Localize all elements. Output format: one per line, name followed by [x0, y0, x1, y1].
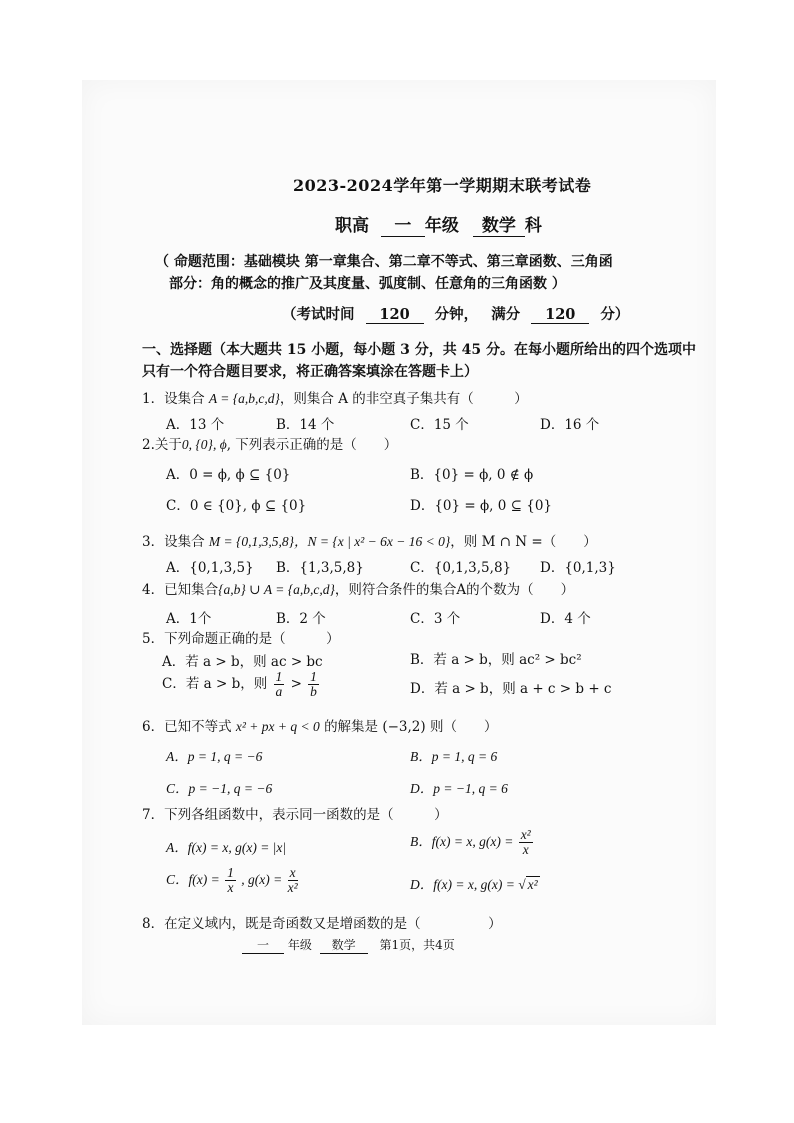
q6-option-d: D．p = −1, q = 6 [410, 781, 508, 796]
subject-blank: 数学 [473, 211, 525, 237]
question-5 [142, 627, 340, 647]
grade-suffix: 年级 [424, 216, 459, 236]
question-text: 设集合 [164, 534, 205, 550]
q1-option-a: A．13 个 [166, 417, 225, 433]
numerator: x² [520, 827, 531, 842]
fraction [288, 866, 298, 895]
question-number: 1． [142, 391, 165, 407]
exam-title: 2023-2024学年第一学期期末联考试卷 [293, 176, 592, 195]
fraction [308, 670, 319, 699]
question-number: 2. [142, 437, 155, 453]
option-text: C．若 a > b，则 [162, 676, 268, 693]
question-number: 3． [142, 534, 165, 550]
denominator: b [310, 684, 317, 700]
q1-option-c: C．15 个 [410, 417, 469, 433]
q2-option-b: B．{0} = ϕ, 0 ∉ ϕ [410, 467, 534, 483]
q7-option-c [166, 866, 300, 895]
exam-subtitle [335, 211, 542, 237]
score-prefix: 满分 [491, 306, 521, 323]
question-8 [142, 912, 502, 932]
numerator: 1 [275, 669, 283, 684]
footer-page: 第1页，共4页 [379, 938, 455, 952]
question-number: 4． [142, 582, 165, 598]
q4-option-d: D．4 个 [540, 611, 591, 627]
question-text: 的解集是 (−3,2) 则（ ） [324, 719, 498, 735]
grade-blank: 一 [381, 211, 425, 237]
q5-option-a: A．若 a > b，则 ac > bc [162, 654, 323, 670]
q7-option-a: A．f(x) = x, g(x) = |x| [166, 840, 287, 855]
question-2 [142, 433, 397, 453]
q6-option-c: C．p = −1, q = −6 [166, 781, 273, 796]
denominator: x [522, 842, 529, 858]
question-number: 6． [142, 719, 165, 735]
question-text: 下列各组函数中，表示同一函数的是（ ） [164, 807, 448, 823]
question-text: ，则 M ∩ N =（ ） [450, 534, 597, 550]
fraction [519, 828, 533, 857]
question-text: 设集合 [164, 391, 205, 407]
option-text: D．f(x) = x, g(x) = [410, 877, 515, 892]
option-text: B．f(x) = x, g(x) = [410, 833, 514, 849]
q2-option-a: A．0 = ϕ, ϕ ⊆ {0} [166, 467, 291, 483]
question-math: M = {0,1,3,5,8}，N = {x | x² − 6x − 16 < 0} [208, 534, 451, 549]
q3-option-a: A．{0,1,3,5} [166, 560, 254, 576]
question-text: ，则符合条件的集合A的个数为（ ） [334, 582, 575, 598]
option-text: , g(x) = [241, 871, 283, 887]
question-4 [142, 578, 574, 598]
scope-line-1: （ 命题范围：基础模块 第一章集合、第二章不等式、第三章函数、三角函 [155, 254, 613, 270]
subject-suffix: 科 [524, 216, 542, 236]
time-prefix: （考试时间 [282, 306, 355, 323]
numerator: 1 [310, 669, 317, 684]
question-text: 关于 [154, 437, 182, 453]
score-value: 120 [531, 306, 589, 324]
question-1 [142, 387, 528, 407]
question-7 [142, 803, 448, 823]
footer-grade-label: 年级 [287, 938, 312, 952]
q5-option-c [162, 670, 321, 699]
q3-option-d: D．{0,1,3} [540, 560, 616, 576]
question-3 [142, 530, 597, 550]
fraction [274, 670, 285, 699]
q3-option-b: B．{1,3,5,8} [276, 560, 364, 576]
option-text: C．f(x) = [166, 871, 220, 887]
q3-option-c: C．{0,1,3,5,8} [410, 560, 512, 576]
numerator: 1 [227, 865, 234, 880]
question-text: 在定义域内，既是奇函数又是增函数的是（ ） [164, 916, 502, 932]
fraction [225, 866, 236, 895]
footer-grade: 一 [242, 936, 284, 954]
q1-option-d: D．16 个 [540, 417, 600, 433]
question-text: 下列命题正确的是（ ） [164, 631, 340, 647]
q5-option-d: D．若 a > b，则 a + c > b + c [410, 681, 612, 697]
section-instructions-1: 一、选择题（本大题共 15 小题，每小题 3 分，共 45 分。在每小题所给出的四个选项中 [142, 342, 696, 358]
q5-option-b: B．若 a > b，则 ac² > bc² [410, 652, 582, 668]
q2-option-d: D．{0} = ϕ, 0 ⊆ {0} [410, 498, 553, 514]
scope-line-2: 部分：角的概念的推广及其度量、弧度制、任意角的三角函数 ） [169, 276, 566, 292]
question-math: 0, {0}, ϕ [181, 437, 227, 452]
q7-option-b [410, 828, 535, 857]
score-unit: 分） [600, 306, 630, 323]
footer-subject: 数学 [320, 936, 368, 954]
time-unit: 分钟， [434, 306, 479, 323]
q6-option-b: B．p = 1, q = 6 [410, 749, 498, 764]
question-number: 5． [142, 631, 165, 647]
question-text: 已知集合 [164, 582, 219, 598]
q4-option-c: C．3 个 [410, 611, 461, 627]
question-math: x² + px + q < 0 [235, 719, 320, 734]
question-6 [142, 715, 497, 735]
sqrt-radicand: x² [527, 877, 538, 892]
question-math: A = {a,b,c,d} [208, 391, 280, 406]
question-number: 7． [142, 807, 165, 823]
denominator: x² [287, 880, 298, 896]
denominator: a [275, 684, 283, 700]
sqrt-sign: √ [518, 877, 526, 892]
question-text: 已知不等式 [164, 719, 232, 735]
q4-option-a: A．1个 [166, 611, 212, 627]
q1-option-b: B．14 个 [276, 417, 335, 433]
page-footer [242, 936, 455, 954]
q4-option-b: B．2 个 [276, 611, 326, 627]
subtitle-prefix: 职高 [335, 216, 369, 236]
denominator: x [227, 880, 234, 896]
question-number: 8． [142, 916, 165, 932]
section-instructions-2: 只有一个符合题目要求，将正确答案填涂在答题卡上） [142, 364, 478, 380]
q6-option-a: A．p = 1, q = −6 [166, 749, 263, 764]
q2-option-c: C．0 ∈ {0}, ϕ ⊆ {0} [166, 498, 307, 514]
question-text: ，则集合 A 的非空真子集共有（ ） [279, 391, 528, 407]
q7-option-d [410, 873, 540, 893]
question-text: , 下列表示正确的是（ ） [226, 437, 398, 453]
time-value: 120 [366, 306, 424, 324]
exam-info [282, 303, 629, 324]
numerator: x [288, 866, 298, 881]
operator: > [290, 676, 302, 693]
question-math: {a,b} ∪ A = {a,b,c,d} [218, 582, 335, 597]
